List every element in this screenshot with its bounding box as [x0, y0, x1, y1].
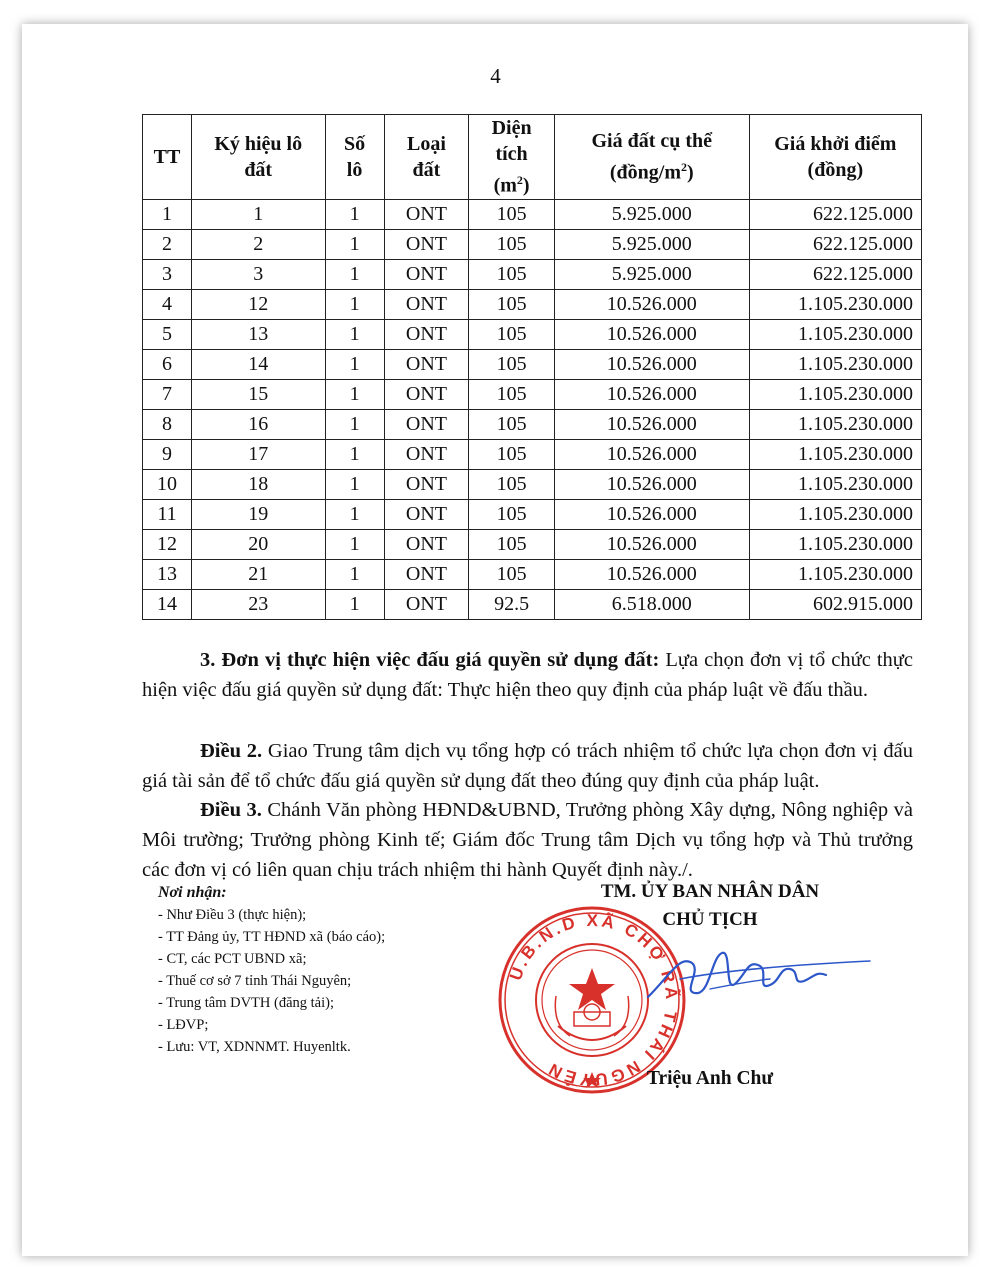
cell-gia-khoi-diem: 1.105.230.000	[749, 409, 921, 439]
section-3-text: Lựa chọn đơn vị tổ chức thực hiện việc đấu giá quyền sử dụng đất: Thực hiện theo quy định của pháp luật về đấu thầu.	[142, 649, 914, 701]
header-gia-dat: Giá đất cụ thể $(đồng/m^2)$	[554, 115, 749, 200]
cell-gia-khoi-diem: 1.105.230.000	[749, 349, 921, 379]
page-number: 4	[490, 64, 501, 88]
table-row	[143, 199, 922, 229]
cell-tt: 8	[143, 409, 192, 439]
cell-loai-dat: ONT	[384, 199, 469, 229]
cell-gia-khoi-diem: 1.105.230.000	[749, 379, 921, 409]
cell-dien-tich: 105	[469, 229, 555, 259]
table-row	[143, 289, 922, 319]
recipient-item: - CT, các PCT UBND xã;	[158, 951, 307, 967]
header-tt: TT	[143, 115, 192, 200]
cell-so-lo: 1	[325, 259, 384, 289]
cell-so-lo: 1	[325, 289, 384, 319]
cell-loai-dat: ONT	[384, 439, 469, 469]
cell-tt: 4	[143, 289, 192, 319]
cell-loai-dat: ONT	[384, 589, 469, 619]
cell-ky-hieu: 19	[191, 499, 325, 529]
cell-gia-khoi-diem: 602.915.000	[749, 589, 921, 619]
recipient-item: - Như Điều 3 (thực hiện);	[158, 907, 307, 923]
cell-loai-dat: ONT	[384, 559, 469, 589]
recipient-items	[158, 904, 478, 1058]
cell-loai-dat: ONT	[384, 409, 469, 439]
cell-ky-hieu: 16	[191, 409, 325, 439]
header-gia-khoi-diem: Giá khởi điểm (đồng)	[749, 115, 921, 200]
table-row	[143, 469, 922, 499]
cell-tt: 10	[143, 469, 192, 499]
cell-dien-tich: 105	[469, 199, 555, 229]
cell-loai-dat: ONT	[384, 289, 469, 319]
cell-dien-tich: 105	[469, 349, 555, 379]
recipient-item: - LĐVP;	[158, 1017, 209, 1033]
recipient-item: - Trung tâm DVTH (đăng tải);	[158, 995, 334, 1011]
cell-so-lo: 1	[325, 199, 384, 229]
cell-tt: 7	[143, 379, 192, 409]
recipient-item: - Thuế cơ sở 7 tỉnh Thái Nguyên;	[158, 973, 352, 989]
cell-dien-tich: 92.5	[469, 589, 555, 619]
table-row	[143, 439, 922, 469]
cell-gia-dat: 10.526.000	[554, 409, 749, 439]
section-3-paragraph	[142, 645, 913, 705]
cell-ky-hieu: 1	[191, 199, 325, 229]
cell-gia-khoi-diem: 1.105.230.000	[749, 319, 921, 349]
cell-gia-khoi-diem: 1.105.230.000	[749, 529, 921, 559]
cell-loai-dat: ONT	[384, 259, 469, 289]
cell-so-lo: 1	[325, 559, 384, 589]
table-row	[143, 589, 922, 619]
recipients-title: Nơi nhận:	[158, 884, 227, 901]
cell-gia-dat: 10.526.000	[554, 289, 749, 319]
cell-dien-tich: 105	[469, 379, 555, 409]
cell-gia-dat: 5.925.000	[554, 259, 749, 289]
cell-gia-dat: 10.526.000	[554, 499, 749, 529]
dieu-3-text: Chánh Văn phòng HĐND&UBND, Trưởng phòng Xây dựng, Nông nghiệp và Môi trường; Trưởng phòng Kinh tế; Giám đốc Trung tâm Dịch vụ tổng hợp và Thủ trưởng các đơn vị có liên quan chịu trách nhiệm thi hành Quyết định này./.	[142, 799, 914, 881]
cell-loai-dat: ONT	[384, 499, 469, 529]
table-row	[143, 499, 922, 529]
cell-gia-dat: 10.526.000	[554, 439, 749, 469]
cell-loai-dat: ONT	[384, 379, 469, 409]
cell-gia-khoi-diem: 1.105.230.000	[749, 559, 921, 589]
cell-ky-hieu: 14	[191, 349, 325, 379]
cell-gia-khoi-diem: 622.125.000	[749, 229, 921, 259]
cell-tt: 13	[143, 559, 192, 589]
dieu-2-paragraph	[142, 736, 913, 796]
signature-title-line1: TM. ỦY BAN NHÂN DÂN	[600, 881, 820, 902]
cell-so-lo: 1	[325, 229, 384, 259]
cell-so-lo: 1	[325, 379, 384, 409]
table-row	[143, 319, 922, 349]
cell-gia-khoi-diem: 1.105.230.000	[749, 289, 921, 319]
cell-tt: 9	[143, 439, 192, 469]
cell-dien-tich: 105	[469, 289, 555, 319]
dieu-3-paragraph	[142, 795, 913, 885]
cell-ky-hieu: 21	[191, 559, 325, 589]
signature-title-line2: CHỦ TỊCH	[662, 909, 758, 930]
cell-gia-khoi-diem: 1.105.230.000	[749, 499, 921, 529]
dieu-2-text: Giao Trung tâm dịch vụ tổng hợp có trách nhiệm tổ chức lựa chọn đơn vị đấu giá tài sản để tổ chức đấu giá quyền sử dụng đất theo đúng quy định của pháp luật.	[142, 740, 913, 792]
recipient-item: - TT Đảng ủy, TT HĐND xã (báo cáo);	[158, 929, 386, 945]
cell-so-lo: 1	[325, 499, 384, 529]
table-row	[143, 229, 922, 259]
cell-gia-dat: 10.526.000	[554, 379, 749, 409]
cell-so-lo: 1	[325, 439, 384, 469]
cell-ky-hieu: 15	[191, 379, 325, 409]
cell-so-lo: 1	[325, 469, 384, 499]
cell-tt: 14	[143, 589, 192, 619]
cell-dien-tich: 105	[469, 439, 555, 469]
table-row	[143, 379, 922, 409]
cell-so-lo: 1	[325, 589, 384, 619]
header-ky-hieu: Ký hiệu lô đất	[191, 115, 325, 200]
cell-tt: 11	[143, 499, 192, 529]
cell-gia-dat: 10.526.000	[554, 559, 749, 589]
cell-gia-dat: 10.526.000	[554, 319, 749, 349]
cell-loai-dat: ONT	[384, 349, 469, 379]
cell-gia-dat: 5.925.000	[554, 229, 749, 259]
header-loai-dat: Loại đất	[384, 115, 469, 200]
land-lot-table	[142, 114, 922, 620]
cell-ky-hieu: 2	[191, 229, 325, 259]
cell-gia-khoi-diem: 1.105.230.000	[749, 439, 921, 469]
table-row	[143, 559, 922, 589]
cell-tt: 1	[143, 199, 192, 229]
cell-ky-hieu: 3	[191, 259, 325, 289]
cell-so-lo: 1	[325, 349, 384, 379]
cell-dien-tich: 105	[469, 409, 555, 439]
table-row	[143, 409, 922, 439]
cell-ky-hieu: 23	[191, 589, 325, 619]
header-so-lo: Số lô	[325, 115, 384, 200]
cell-tt: 12	[143, 529, 192, 559]
dieu-3-heading: Điều 3.	[200, 799, 262, 821]
dieu-2-heading: Điều 2.	[200, 740, 263, 762]
cell-gia-khoi-diem: 622.125.000	[749, 199, 921, 229]
table-header-row	[143, 115, 922, 200]
cell-tt: 5	[143, 319, 192, 349]
cell-gia-khoi-diem: 1.105.230.000	[749, 469, 921, 499]
cell-dien-tich: 105	[469, 529, 555, 559]
cell-ky-hieu: 20	[191, 529, 325, 559]
seal-text: U.B.N.D XÃ CHỢ RÃ THÁI NGUYÊN	[505, 910, 682, 1090]
cell-loai-dat: ONT	[384, 319, 469, 349]
cell-loai-dat: ONT	[384, 529, 469, 559]
cell-dien-tich: 105	[469, 499, 555, 529]
cell-so-lo: 1	[325, 529, 384, 559]
cell-gia-khoi-diem: 622.125.000	[749, 259, 921, 289]
cell-so-lo: 1	[325, 319, 384, 349]
table-row	[143, 529, 922, 559]
cell-tt: 6	[143, 349, 192, 379]
cell-ky-hieu: 12	[191, 289, 325, 319]
cell-loai-dat: ONT	[384, 229, 469, 259]
cell-loai-dat: ONT	[384, 469, 469, 499]
cell-ky-hieu: 18	[191, 469, 325, 499]
cell-ky-hieu: 17	[191, 439, 325, 469]
cell-tt: 2	[143, 229, 192, 259]
cell-tt: 3	[143, 259, 192, 289]
cell-dien-tich: 105	[469, 319, 555, 349]
cell-gia-dat: 10.526.000	[554, 529, 749, 559]
table-row	[143, 349, 922, 379]
header-dien-tich: Diện tích $(m^2)$	[469, 115, 555, 200]
cell-ky-hieu: 13	[191, 319, 325, 349]
cell-gia-dat: 10.526.000	[554, 349, 749, 379]
cell-so-lo: 1	[325, 409, 384, 439]
recipients-list	[158, 882, 478, 1058]
cell-gia-dat: 5.925.000	[554, 199, 749, 229]
section-3-heading: 3. Đơn vị thực hiện việc đấu giá quyền sử dụng đất:	[200, 649, 660, 671]
cell-gia-dat: 6.518.000	[554, 589, 749, 619]
table-body	[143, 199, 922, 619]
signer-name: Triệu Anh Chư	[646, 1068, 774, 1089]
cell-dien-tich: 105	[469, 559, 555, 589]
table-row	[143, 259, 922, 289]
handwritten-signature-icon	[640, 935, 880, 1015]
recipient-item: - Lưu: VT, XDNNMT. Huyenltk.	[158, 1039, 351, 1055]
cell-gia-dat: 10.526.000	[554, 469, 749, 499]
cell-dien-tich: 105	[469, 469, 555, 499]
cell-dien-tich: 105	[469, 259, 555, 289]
